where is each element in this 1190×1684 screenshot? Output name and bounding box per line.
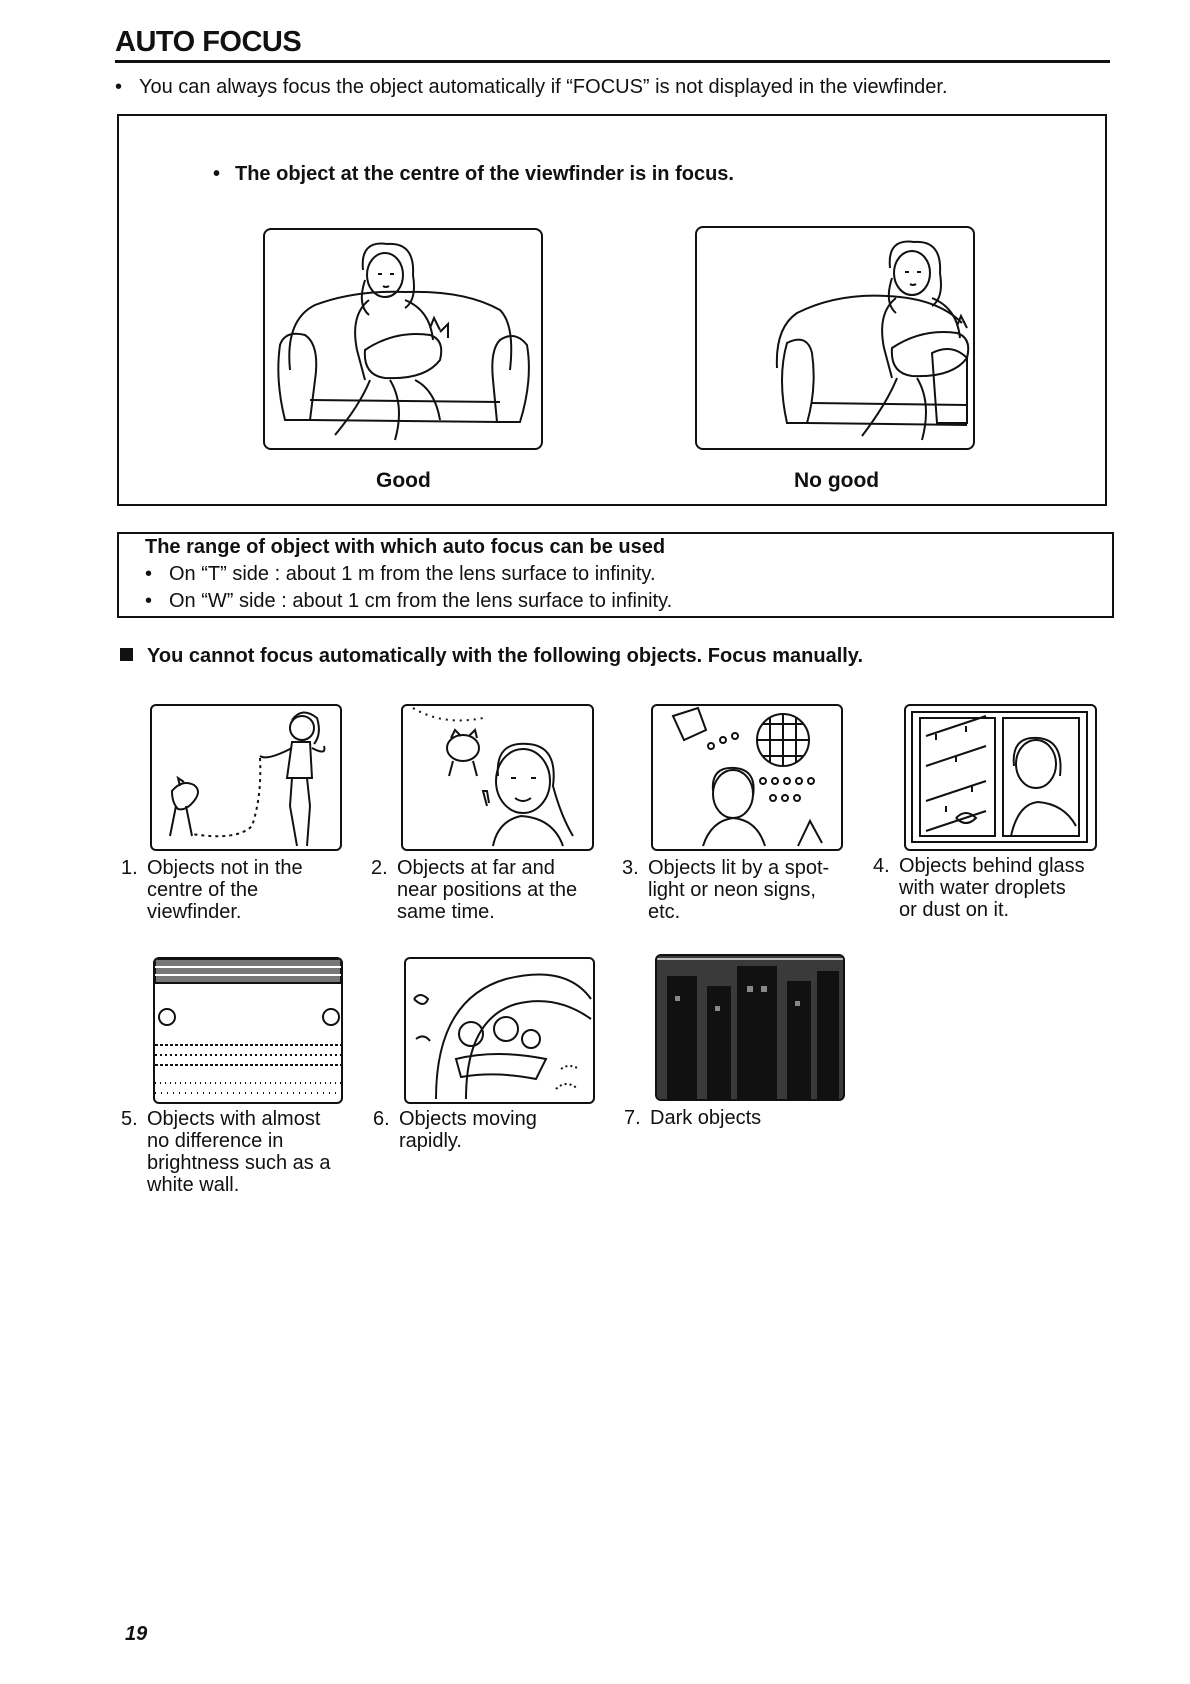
cannot-focus-text: You cannot focus automatically with the following objects. Focus manually. [147, 645, 864, 667]
no-good-label: No good [794, 469, 880, 492]
example-4-caption [873, 855, 1085, 921]
page-title: AUTO FOCUS [115, 26, 302, 58]
title-rule [115, 60, 1110, 63]
caption-line: light or neon signs, [648, 879, 816, 901]
bullet: • [213, 163, 221, 185]
example-3-caption [622, 857, 829, 923]
caption-line: or dust on it. [899, 899, 1010, 921]
example-6-illustration [404, 957, 595, 1104]
example-number: 5. [121, 1108, 138, 1130]
range-item-w [145, 590, 672, 613]
page-number: 19 [125, 1623, 148, 1645]
example-number: 6. [373, 1108, 390, 1130]
focus-note [213, 163, 734, 186]
caption-line: same time. [397, 901, 495, 923]
range-item-text: On “W” side : about 1 cm from the lens surface to infinity. [169, 590, 673, 612]
caption-line: rapidly. [399, 1130, 462, 1152]
caption-line: Objects behind glass [899, 855, 1085, 877]
caption-line: Objects with almost [147, 1108, 321, 1130]
cannot-focus-heading [120, 645, 863, 668]
example-2-caption [371, 857, 577, 923]
example-number: 2. [371, 857, 388, 879]
example-3-illustration [651, 704, 843, 851]
viewfinder-good-illustration [263, 228, 543, 450]
example-number: 1. [121, 857, 138, 879]
caption-line: with water droplets [899, 877, 1066, 899]
example-7-caption [624, 1107, 761, 1129]
caption-line: Dark objects [650, 1107, 762, 1129]
caption-line: near positions at the [397, 879, 578, 901]
caption-line: white wall. [147, 1174, 240, 1196]
square-bullet-icon [120, 648, 133, 661]
intro-text [115, 76, 948, 99]
caption-line: Objects at far and [397, 857, 555, 879]
bullet: • [115, 76, 123, 98]
good-label: Good [376, 469, 431, 492]
example-number: 7. [624, 1107, 641, 1129]
example-5-caption [121, 1108, 330, 1196]
example-1-illustration [150, 704, 342, 851]
range-item-text: On “T” side : about 1 m from the lens surface to infinity. [169, 563, 656, 585]
example-number: 3. [622, 857, 639, 879]
caption-line: brightness such as a [147, 1152, 331, 1174]
example-2-illustration [401, 704, 594, 851]
example-4-illustration [904, 704, 1097, 851]
example-5-illustration [153, 957, 343, 1104]
caption-line: no difference in [147, 1130, 284, 1152]
caption-line: viewfinder. [147, 901, 242, 923]
range-item-t [145, 563, 656, 586]
caption-line: centre of the [147, 879, 259, 901]
focus-note-text: The object at the centre of the viewfinder is in focus. [235, 163, 734, 185]
caption-line: Objects lit by a spot- [648, 857, 830, 879]
viewfinder-no-good-illustration [695, 226, 975, 450]
example-7-illustration [655, 954, 845, 1101]
example-1-caption [121, 857, 303, 923]
range-title: The range of object with which auto focus can be used [145, 536, 666, 558]
intro-sentence: You can always focus the object automatically if “FOCUS” is not displayed in the viewfinder. [139, 76, 948, 98]
bullet: • [145, 590, 153, 612]
caption-line: Objects moving [399, 1108, 537, 1130]
example-number: 4. [873, 855, 890, 877]
example-6-caption [373, 1108, 537, 1152]
caption-line: Objects not in the [147, 857, 303, 879]
caption-line: etc. [648, 901, 681, 923]
bullet: • [145, 563, 153, 585]
